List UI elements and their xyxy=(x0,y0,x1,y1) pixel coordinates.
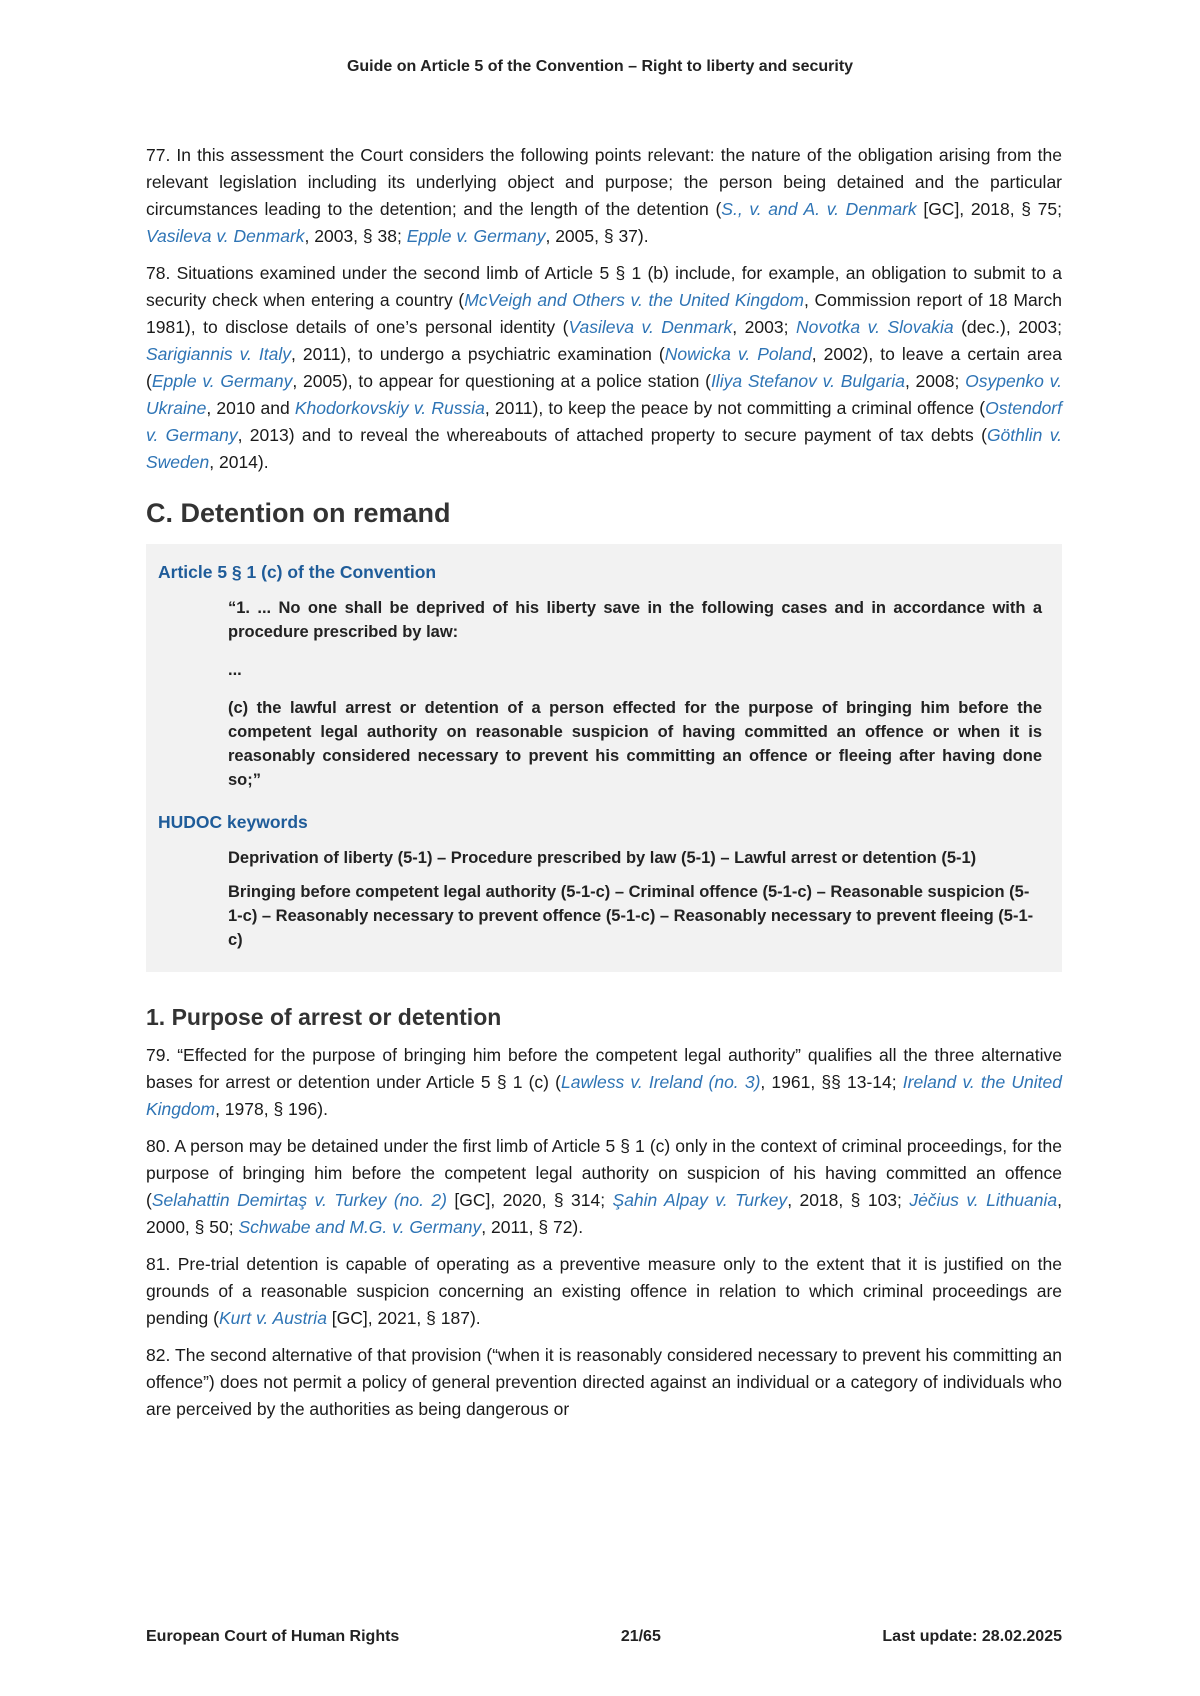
case-link[interactable]: Lawless v. Ireland (no. 3) xyxy=(561,1072,761,1092)
case-link[interactable]: Jėčius v. Lithuania xyxy=(909,1190,1058,1210)
case-link[interactable]: Epple v. Germany xyxy=(406,226,546,246)
case-link[interactable]: Göthlin v. Sweden xyxy=(146,425,1063,472)
case-link[interactable]: Şahin Alpay v. Turkey xyxy=(612,1190,788,1210)
case-link[interactable]: Novotka v. Slovakia xyxy=(795,317,954,337)
case-link[interactable]: Osypenko v. Ukraine xyxy=(146,371,1062,418)
case-link[interactable]: Nowicka v. Poland xyxy=(664,344,812,364)
case-link[interactable]: Schwabe and M.G. v. Germany xyxy=(238,1217,482,1237)
paragraph-79: 79. “Effected for the purpose of bringing him before the competent legal authority” qualifies all the three alternative bases for arrest or detention under Article 5 § 1 (c) (Lawless v. Ireland (no. 3), 1961, §§ 13-14; Ireland v. the United Kingdom, 1978, § 196). xyxy=(146,1045,1062,1119)
section-heading-c: C. Detention on remand xyxy=(146,498,451,528)
keywords-list: Deprivation of liberty (5-1) – Procedure prescribed by law (5-1) – Lawful arrest or detention (5-1) Bringing before competent legal authority (5-1-c) – Criminal offence (5-1-c) – Reasonable suspicion (5-1-c) – Reasonably necessary to prevent offence (5-1-c) – Reasonably necessary to prevent fleeing (5-1-c) xyxy=(228,849,1034,949)
page-number: 21/65 xyxy=(620,1628,661,1645)
case-link[interactable]: Kurt v. Austria xyxy=(218,1308,327,1328)
case-link[interactable]: Selahattin Demirtaş v. Turkey (no. 2) xyxy=(151,1190,447,1210)
article-quote: “1. ... No one shall be deprived of his liberty save in the following cases and in accordance with a procedure prescribed by law: ... (c) the lawful arrest or detention of a person effected for the purpose of bringing him before the competent legal authority on reasonable suspicion of having committed an offence or when it is reasonably considered necessary to prevent his committing an offence or fleeing after having done so;” xyxy=(228,599,1042,789)
case-link[interactable]: Epple v. Germany xyxy=(151,371,293,391)
paragraph-81: 81. Pre-trial detention is capable of operating as a preventive measure only to the extent that it is justified on the grounds of a reasonable suspicion concerning an existing offence in relation to which criminal proceedings are pending (Kurt v. Austria [GC], 2021, § 187). xyxy=(146,1254,1062,1328)
case-link[interactable]: Iliya Stefanov v. Bulgaria xyxy=(710,371,905,391)
last-update: Last update: 28.02.2025 xyxy=(882,1628,1062,1645)
box-title: Article 5 § 1 (c) of the Convention xyxy=(158,562,437,582)
case-link[interactable]: Ostendorf v. Germany xyxy=(146,398,1062,445)
keywords-title: HUDOC keywords xyxy=(158,812,308,832)
case-link[interactable]: Ireland v. the United Kingdom xyxy=(146,1072,1062,1119)
case-link[interactable]: Khodorkovskiy v. Russia xyxy=(294,398,485,418)
paragraph-82: 82. The second alternative of that provision (“when it is reasonably considered necessary to prevent his committing an offence”) does not permit a policy of general prevention directed against an individual or a category of individuals who are perceived by the authorities as being dangerous or xyxy=(146,1345,1062,1419)
case-link[interactable]: McVeigh and Others v. the United Kingdom xyxy=(464,290,804,310)
page-header: Guide on Article 5 of the Convention – Right to liberty and security xyxy=(346,58,854,75)
convention-article-box xyxy=(146,544,1062,972)
case-link[interactable]: Vasileva v. Denmark xyxy=(146,226,305,246)
case-link[interactable]: S., v. and A. v. Denmark xyxy=(721,199,917,219)
case-link[interactable]: Vasileva v. Denmark xyxy=(568,317,733,337)
page-footer xyxy=(146,1628,1062,1646)
footer-court-name: European Court of Human Rights xyxy=(146,1628,400,1645)
section-heading-1: 1. Purpose of arrest or detention xyxy=(146,1004,502,1030)
paragraph-80: 80. A person may be detained under the first limb of Article 5 § 1 (c) only in the context of criminal proceedings, for the purpose of bringing him before the competent legal authority on suspicion of his having committed an offence (Selahattin Demirtaş v. Turkey (no. 2) [GC], 2020, § 314; Şahin Alpay v. Turkey, 2018, § 103; Jėčius v. Lithuania, 2000, § 50; Schwabe and M.G. v. Germany, 2011, § 72). xyxy=(146,1136,1062,1237)
paragraph-77: 77. In this assessment the Court considers the following points relevant: the nature of the obligation arising from the relevant legislation including its underlying object and purpose; the person being detained and the particular circumstances leading to the detention; and the length of the detention (S., v. and A. v. Denmark [GC], 2018, § 75; Vasileva v. Denmark, 2003, § 38; Epple v. Germany, 2005, § 37). xyxy=(146,145,1062,246)
paragraph-78: 78. Situations examined under the second limb of Article 5 § 1 (b) include, for example, an obligation to submit to a security check when entering a country (McVeigh and Others v. the United Kingdom, Commission report of 18 March 1981), to disclose details of one’s personal identity (Vasileva v. Denmark, 2003; Novotka v. Slovakia (dec.), 2003; Sarigiannis v. Italy, 2011), to undergo a psychiatric examination (Nowicka v. Poland, 2002), to leave a certain area (Epple v. Germany, 2005), to appear for questioning at a police station (Iliya Stefanov v. Bulgaria, 2008; Osypenko v. Ukraine, 2010 and Khodorkovskiy v. Russia, 2011), to keep the peace by not committing a criminal offence (Ostendorf v. Germany, 2013) and to reveal the whereabouts of attached property to secure payment of tax debts (Göthlin v. Sweden, 2014). xyxy=(146,263,1063,472)
document-body xyxy=(146,142,1062,1433)
case-link[interactable]: Sarigiannis v. Italy xyxy=(146,344,292,364)
